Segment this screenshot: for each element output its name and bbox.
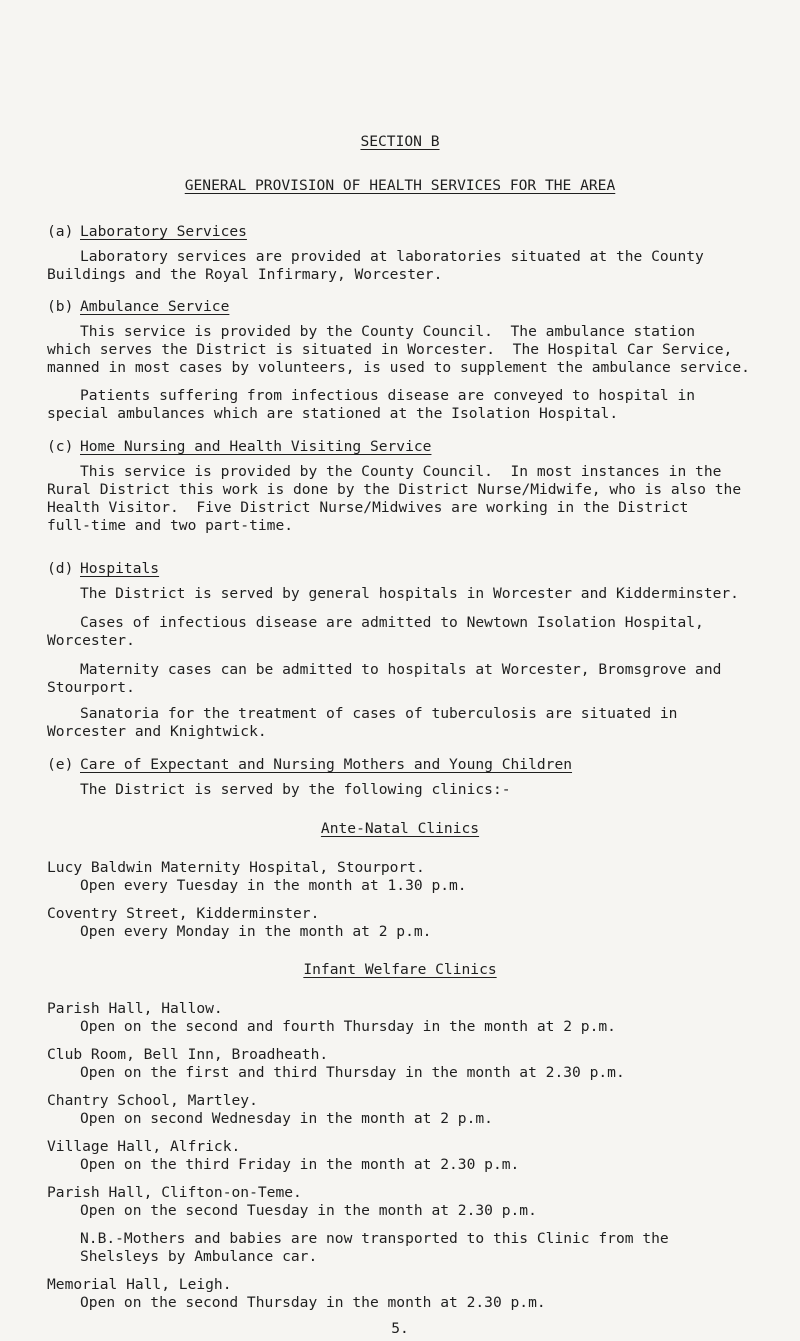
paragraph-line: Cases of infectious disease are admitted to Newtown Isolation Hospital, [80, 614, 704, 631]
paragraph-line: Worcester and Knightwick. [47, 723, 267, 740]
infant-welfare-heading: Infant Welfare Clinics [303, 961, 497, 978]
section-marker-c: (c) [47, 438, 74, 455]
clinic-times: Open on second Wednesday in the month at 2 p.m. [80, 1110, 493, 1127]
clinic-place: Parish Hall, Hallow. [47, 1000, 223, 1017]
clinic-place: Parish Hall, Clifton-on-Teme. [47, 1184, 302, 1201]
ambulance-heading: Ambulance Service [80, 298, 230, 315]
transport-note: Shelsleys by Ambulance car. [80, 1248, 318, 1265]
hospitals-heading: Hospitals [80, 560, 160, 577]
paragraph-line: The District is served by the following clinics:- [80, 781, 511, 798]
paragraph-line: Stourport. [47, 679, 135, 696]
paragraph-line: Health Visitor. Five District Nurse/Midwives are working in the District [47, 499, 689, 516]
paragraph-line: Laboratory services are provided at laboratories situated at the County [80, 248, 704, 265]
section-heading: SECTION B [360, 133, 440, 150]
antenatal-heading: Ante-Natal Clinics [320, 820, 480, 837]
section-marker-d: (d) [47, 560, 74, 577]
paragraph-line: which serves the District is situated in Worcester. The Hospital Car Service, [47, 341, 733, 358]
care-heading: Care of Expectant and Nursing Mothers and Young Children [80, 756, 573, 773]
paragraph-line: full-time and two part-time. [47, 517, 294, 534]
paragraph-line: This service is provided by the County Council. In most instances in the [80, 463, 722, 480]
clinic-place: Club Room, Bell Inn, Broadheath. [47, 1046, 329, 1063]
paragraph-line: special ambulances which are stationed at the Isolation Hospital. [47, 405, 619, 422]
page-title: GENERAL PROVISION OF HEALTH SERVICES FOR THE AREA [184, 177, 616, 194]
paragraph-line: Patients suffering from infectious disease are conveyed to hospital in [80, 387, 696, 404]
transport-note: N.B.-Mothers and babies are now transported to this Clinic from the [80, 1230, 669, 1247]
clinic-times: Open on the second Thursday in the month at 2.30 p.m. [80, 1294, 546, 1311]
paragraph-line: manned in most cases by volunteers, is used to supplement the ambulance service. [47, 359, 750, 376]
clinic-place: Lucy Baldwin Maternity Hospital, Stourport. [47, 859, 425, 876]
home-nursing-heading: Home Nursing and Health Visiting Service [80, 438, 432, 455]
laboratory-heading: Laboratory Services [80, 223, 247, 240]
clinic-times: Open on the third Friday in the month at 2.30 p.m. [80, 1156, 520, 1173]
paragraph-line: Worcester. [47, 632, 135, 649]
clinic-times: Open on the first and third Thursday in the month at 2.30 p.m. [80, 1064, 625, 1081]
clinic-times: Open every Tuesday in the month at 1.30 p.m. [80, 877, 467, 894]
clinic-place: Memorial Hall, Leigh. [47, 1276, 232, 1293]
clinic-times: Open on the second and fourth Thursday in the month at 2 p.m. [80, 1018, 616, 1035]
clinic-place: Chantry School, Martley. [47, 1092, 258, 1109]
clinic-place: Coventry Street, Kidderminster. [47, 905, 320, 922]
clinic-times: Open on the second Tuesday in the month at 2.30 p.m. [80, 1202, 537, 1219]
clinic-times: Open every Monday in the month at 2 p.m. [80, 923, 432, 940]
page-number: 5. [391, 1320, 409, 1337]
clinic-place: Village Hall, Alfrick. [47, 1138, 241, 1155]
paragraph-line: Rural District this work is done by the District Nurse/Midwife, who is also the [47, 481, 742, 498]
section-marker-a: (a) [47, 223, 74, 240]
paragraph-line: Sanatoria for the treatment of cases of tuberculosis are situated in [80, 705, 678, 722]
paragraph-line: Buildings and the Royal Infirmary, Worcester. [47, 266, 443, 283]
paragraph-line: This service is provided by the County Council. The ambulance station [80, 323, 696, 340]
section-marker-b: (b) [47, 298, 74, 315]
paragraph-line: The District is served by general hospitals in Worcester and Kidderminster. [80, 585, 739, 602]
section-marker-e: (e) [47, 756, 74, 773]
paragraph-line: Maternity cases can be admitted to hospitals at Worcester, Bromsgrove and [80, 661, 722, 678]
